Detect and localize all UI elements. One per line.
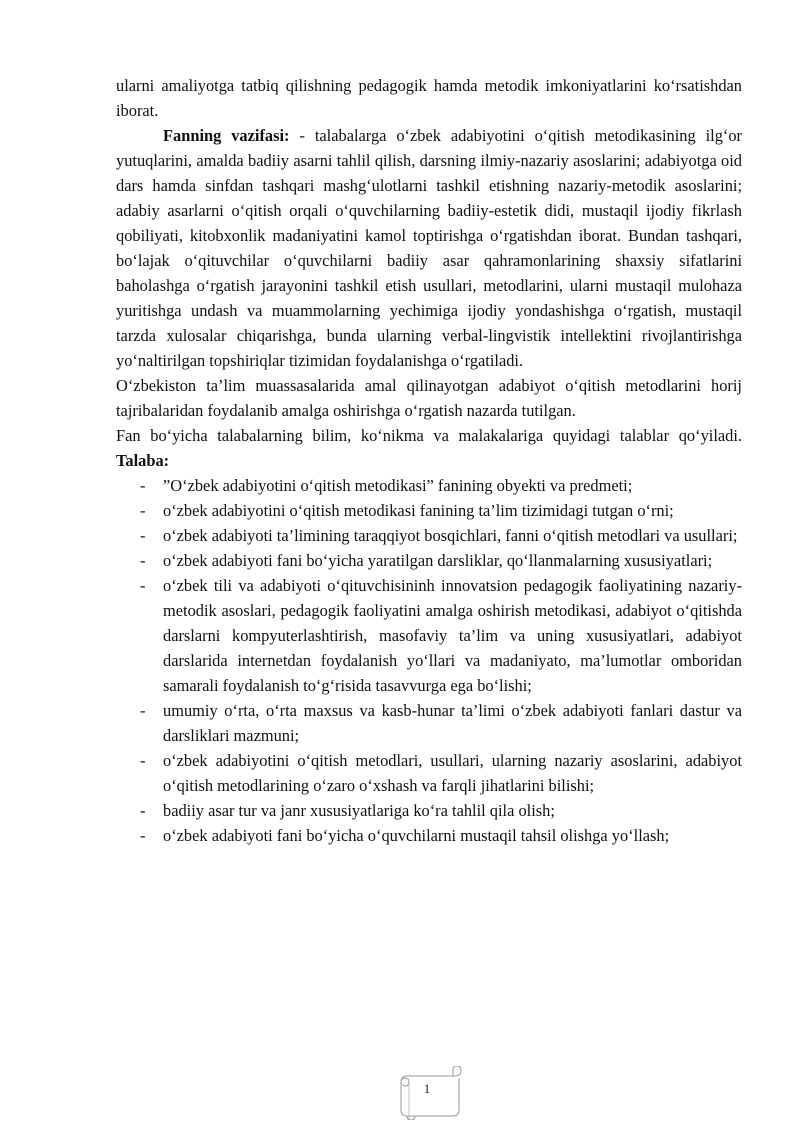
list-item-text: o‘zbek adabiyotini o‘qitish metodlari, usullari, ularning nazariy asoslarini, adabiyot o‘qitish metodlarining o‘zaro o‘xshash va farqli jihatlarini bilishi; [163,751,742,795]
bullet-dash: - [140,701,146,720]
bullet-dash: - [140,526,146,545]
requirements-intro-text: Fan bo‘yicha talabalarning bilim, ko‘nikma va malakalariga quyidagi talablar qo‘yiladi. [116,426,742,445]
page-number: 1 [423,1081,431,1096]
list-item-text: umumiy o‘rta, o‘rta maxsus va kasb-hunar ta’limi o‘zbek adabiyoti fanlari dastur va darsliklari mazmuni; [163,701,742,745]
list-item [116,748,742,798]
list-item-text: o‘zbek adabiyoti fani bo‘yicha yaratilgan darsliklar, qo‘llanmalarning xususiyatlari; [163,551,713,570]
bullet-dash: - [140,751,146,770]
list-item-text: badiiy asar tur va janr xususiyatlariga ko‘ra tahlil qila olish; [163,801,555,820]
list-item-text: o‘zbek tili va adabiyoti o‘qituvchisininh innovatsion pedagogik faoliyatining nazariy-metodik asoslari, pedagogik faoliyatini amalga oshirish metodikasi, adabiyot o‘qitishda darslarni kompyuterlashtirish, masofaviy ta’lim va uning xususiyatlari, adabiyot darslarida internetdan foydalanish yo‘llari va madaniyato, ma’lumotlar omboridan samarali foydalanish to‘g‘risida tasavvurga ega bo‘lishi; [163,576,742,695]
list-item [116,573,742,698]
list-item [116,798,742,823]
course-tasks-label: Fanning vazifasi: [163,126,290,145]
paragraph-intro-continuation: ularni amaliyotga tatbiq qilishning pedagogik hamda metodik imkoniyatlarini ko‘rsatishdan iborat. [116,76,742,120]
list-item [116,698,742,748]
list-item [116,523,742,548]
paragraph-uzbekistan-methods: O‘zbekiston ta’lim muassasalarida amal qilinayotgan adabiyot o‘qitish metodlarini horij tajribalaridan foydalanib amalga oshirishga o‘rgatish nazarda tutilgan. [116,376,742,420]
document-body [116,73,742,848]
list-item [116,823,742,848]
student-label: Talaba: [116,451,170,470]
bullet-dash: - [140,476,146,495]
bullet-dash: - [140,551,146,570]
list-item [116,498,742,523]
paragraph-course-tasks [116,123,742,373]
course-tasks-text: - talabalarga o‘zbek adabiyotini o‘qitish metodikasining ilg‘or yutuqlarini, amalda badiiy asarni tahlil qilish, darsning ilmiy-nazariy asoslarini; adabiyotga oid dars hamda sinfdan tashqari mashg‘ulotlarni tashkil etishning nazariy-metodik asoslarini; adabiy asarlarni o‘qitish orqali o‘quvchilarning badiiy-estetik didi, mustaqil ijodiy fikrlash qobiliyati, kitobxonlik madaniyatini kamol toptirishga o‘rgatishdan iborat. Bundan tashqari, bo‘lajak o‘qituvchilar o‘quvchilarni badiiy asar qahramonlarining shaxsiy sifatlarini baholashga o‘rgatish jarayonini tashkil etish usullari, metodlarini, ularni mustaqil mulohaza yuritishga undash va muammolarning yechimiga ijodiy yondashishga o‘rgatish, mustaqil tarzda xulosalar chiqarishga, bunda ularning verbal-lingvistik intellektini rivojlantirishga yo‘naltirilgan topshiriqlar tizimidan foydalanishga o‘rgatiladi. [116,126,742,370]
list-item-text: o‘zbek adabiyotini o‘qitish metodikasi fanining ta’lim tizimidagi tutgan o‘rni; [163,501,674,520]
list-item-text: o‘zbek adabiyoti fani bo‘yicha o‘quvchilarni mustaqil tahsil olishga yo‘llash; [163,826,670,845]
requirements-list [116,473,742,848]
list-item-text: o‘zbek adabiyoti ta’limining taraqqiyot bosqichlari, fanni o‘qitish metodlari va usullari; [163,526,738,545]
bullet-dash: - [140,801,146,820]
page-number-footer [397,1066,463,1120]
bullet-dash: - [140,576,146,595]
bullet-dash: - [140,501,146,520]
paragraph-requirements-intro [116,423,742,473]
list-item-text: ”O‘zbek adabiyotini o‘qitish metodikasi” fanining obyekti va predmeti; [163,476,633,495]
list-item [116,473,742,498]
bullet-dash: - [140,826,146,845]
list-item [116,548,742,573]
